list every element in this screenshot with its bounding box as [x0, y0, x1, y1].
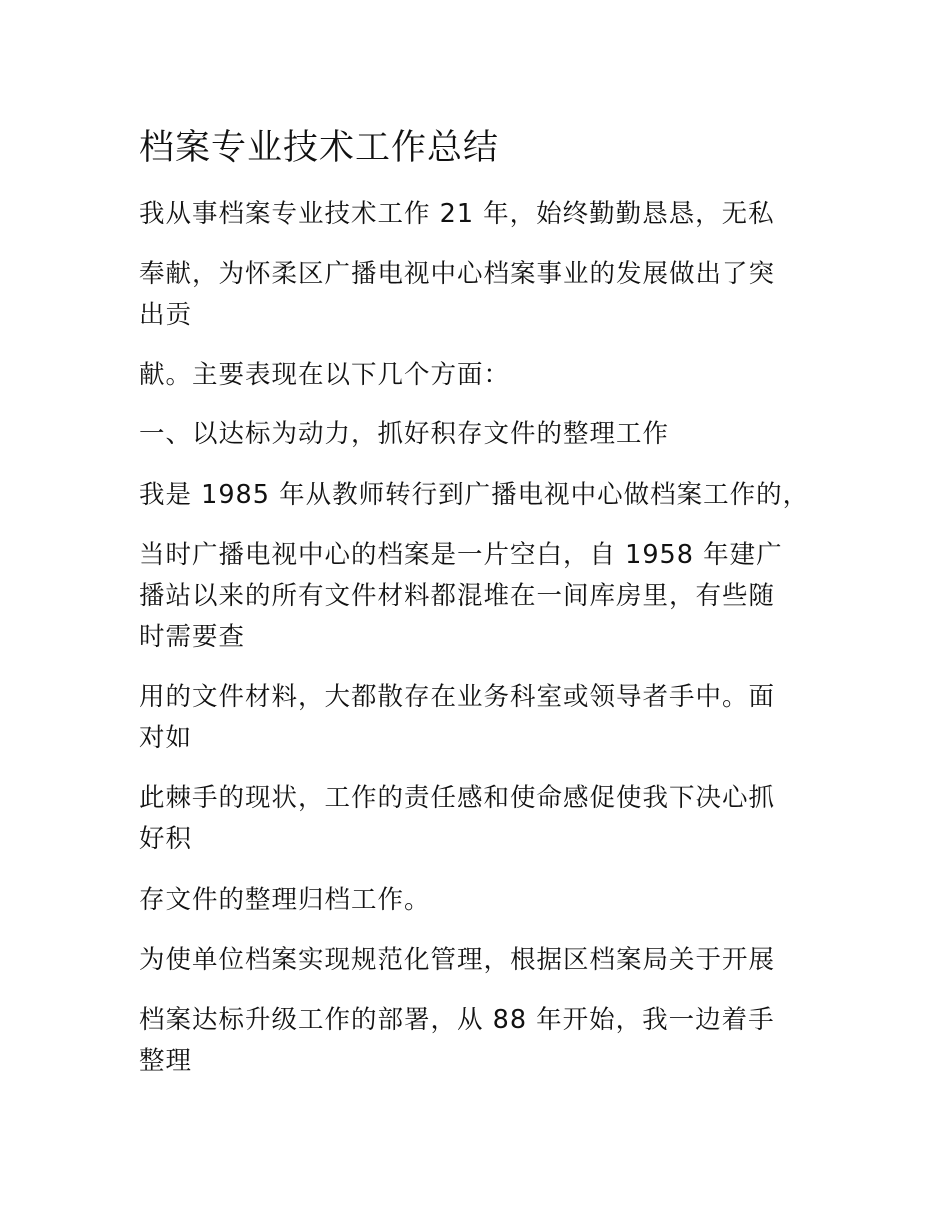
text-line: 我是 1985 年从教师转行到广播电视中心做档案工作的， [139, 480, 810, 510]
paragraph-9 [139, 940, 829, 981]
text-line: 出贡 [139, 300, 193, 330]
paragraph-6 [139, 677, 829, 759]
text-line: 一、以达标为动力，抓好积存文件的整理工作 [139, 419, 670, 449]
paragraph-2 [139, 254, 829, 336]
paragraph-1 [139, 194, 829, 235]
paragraph-4 [139, 475, 829, 516]
text-line: 播站以来的所有文件材料都混堆在一间库房里，有些随 [139, 581, 776, 611]
text-line: 此棘手的现状，工作的责任感和使命感促使我下决心抓 [139, 783, 776, 813]
text-line: 当时广播电视中心的档案是一片空白，自 1958 年建广 [139, 540, 783, 570]
text-line: 好积 [139, 824, 193, 854]
text-line: 我从事档案专业技术工作 21 年，始终勤勤恳恳，无私 [139, 199, 775, 229]
paragraph-10 [139, 1000, 829, 1082]
document-title: 档案专业技术工作总结 [139, 128, 500, 168]
text-line: 奉献，为怀柔区广播电视中心档案事业的发展做出了突 [139, 259, 776, 289]
text-line: 存文件的整理归档工作。 [139, 885, 431, 915]
paragraph-7 [139, 778, 829, 860]
section-heading-1 [139, 414, 829, 455]
text-line: 时需要查 [139, 622, 246, 652]
paragraph-5 [139, 535, 829, 658]
paragraph-3 [139, 355, 829, 396]
text-line: 整理 [139, 1046, 193, 1076]
text-line: 献。主要表现在以下几个方面： [139, 360, 511, 390]
text-line: 档案达标升级工作的部署，从 88 年开始，我一边着手 [139, 1005, 775, 1035]
paragraph-8 [139, 880, 829, 921]
text-line: 为使单位档案实现规范化管理，根据区档案局关于开展 [139, 945, 776, 975]
text-line: 用的文件材料，大都散存在业务科室或领导者手中。面 [139, 682, 776, 712]
text-line: 对如 [139, 723, 193, 753]
